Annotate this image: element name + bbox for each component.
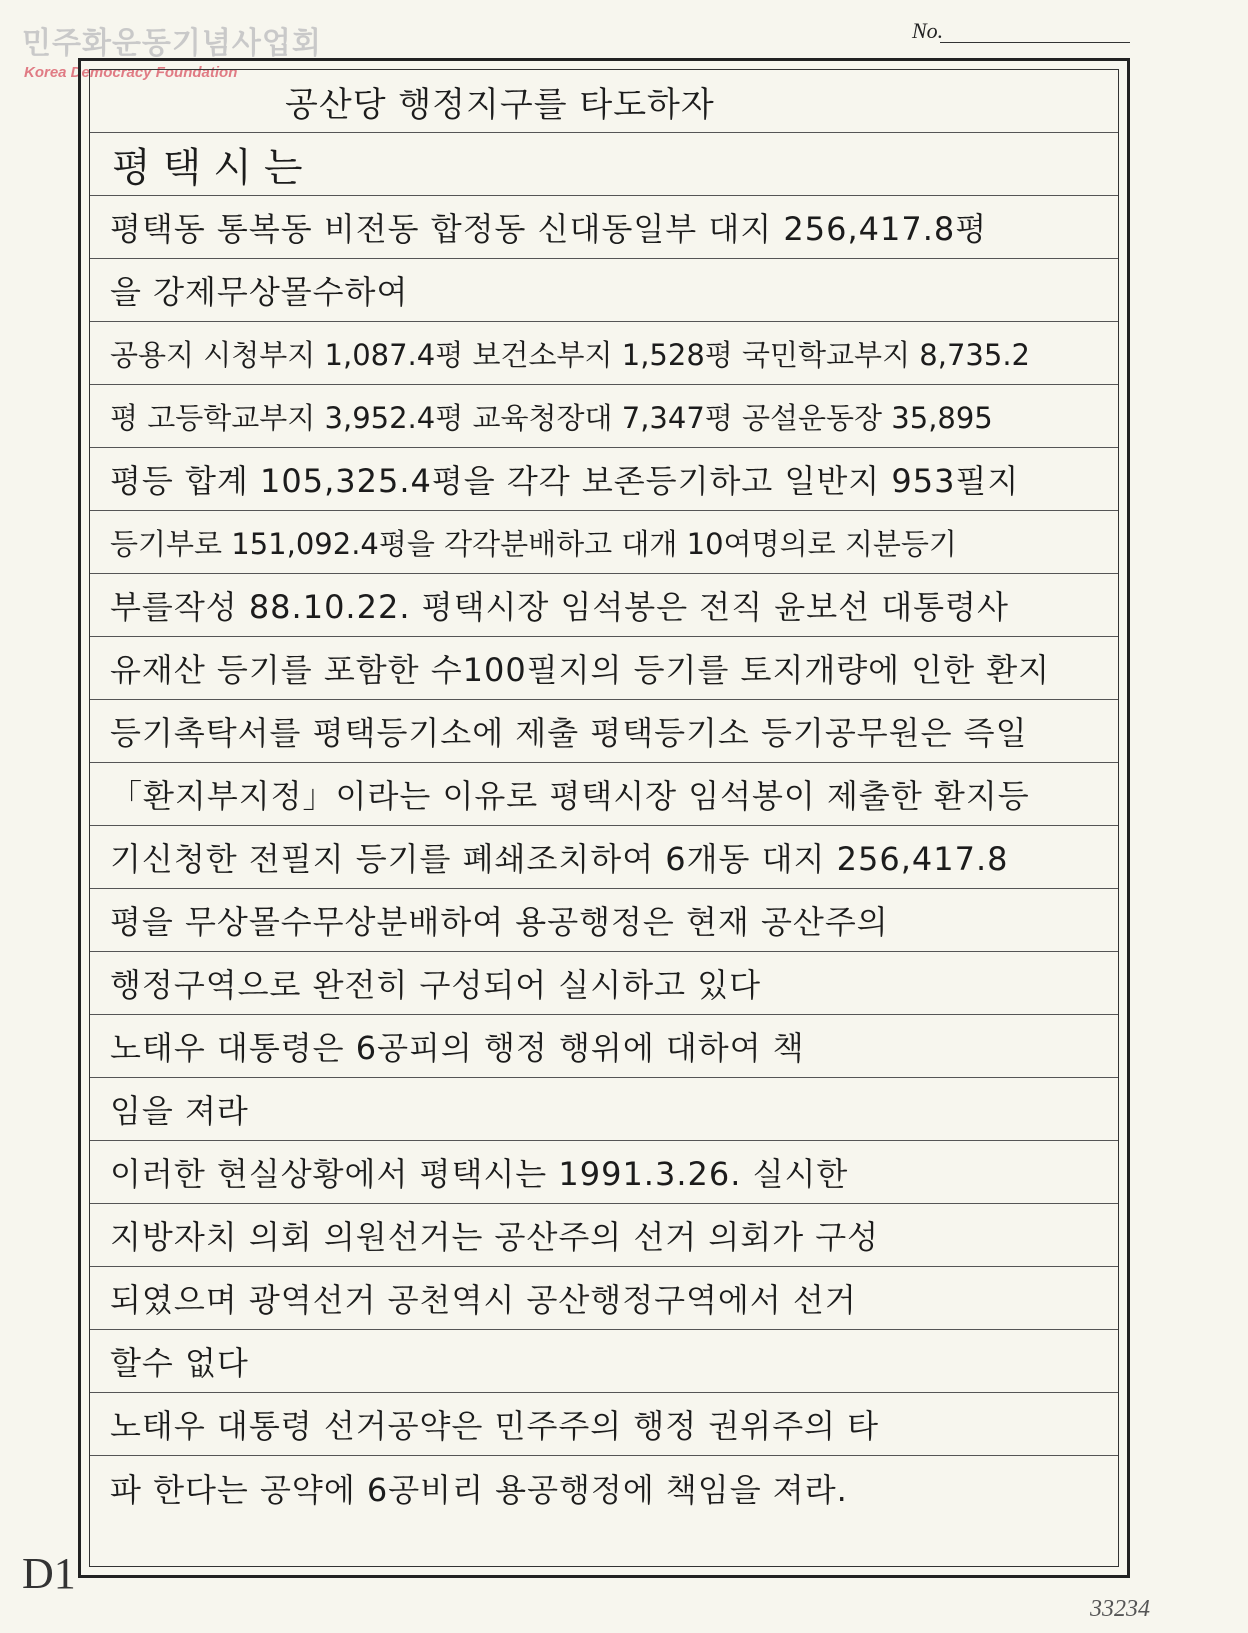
document-number-line (940, 42, 1130, 43)
text-line: 평택동 통복동 비전동 합정동 신대동일부 대지 256,417.8평 (90, 196, 1118, 259)
text-line: 노태우 대통령 선거공약은 민주주의 행정 권위주의 타 (90, 1393, 1118, 1456)
document-number-label: No. (912, 18, 944, 43)
manuscript-sheet (78, 58, 1130, 1578)
watermark-korean: 민주화운동기념사업회 (22, 26, 322, 61)
text-line: 「환지부지정」이라는 이유로 평택시장 임석봉이 제출한 환지등 (90, 763, 1118, 826)
text-line: 평 고등학교부지 3,952.4평 교육청장대 7,347평 공설운동장 35,895 (90, 385, 1118, 448)
text-line: 행정구역으로 완전히 구성되어 실시하고 있다 (90, 952, 1118, 1015)
text-line: 공용지 시청부지 1,087.4평 보건소부지 1,528평 국민학교부지 8,735.2 (90, 322, 1118, 385)
text-line: 파 한다는 공약에 6공비리 용공행정에 책임을 져라. (110, 1470, 848, 1509)
text-line: 지방자치 의회 의원선거는 공산주의 선거 의회가 구성 (90, 1204, 1118, 1267)
text-line: 이러한 현실상황에서 평택시는 1991.3.26. 실시한 (90, 1141, 1118, 1204)
document-title: 공산당 행정지구를 타도하자 (90, 70, 1118, 133)
text-line: 부를작성 88.10.22. 평택시장 임석봉은 전직 윤보선 대통령사 (90, 574, 1118, 637)
text-line: 평등 합계 105,325.4평을 각각 보존등기하고 일반지 953필지 (90, 448, 1118, 511)
text-line: 노태우 대통령은 6공피의 행정 행위에 대하여 책 (90, 1015, 1118, 1078)
archive-number: 33234 (1090, 1596, 1150, 1622)
text-line: 임을 져라 (90, 1078, 1118, 1141)
watermark-english: Korea Democracy Foundation (24, 64, 238, 81)
text-line: 평을 무상몰수무상분배하여 용공행정은 현재 공산주의 (90, 889, 1118, 952)
text-line: 등기촉탁서를 평택등기소에 제출 평택등기소 등기공무원은 즉일 (90, 700, 1118, 763)
text-line: 기신청한 전필지 등기를 폐쇄조치하여 6개동 대지 256,417.8 (90, 826, 1118, 889)
text-line: 등기부로 151,092.4평을 각각분배하고 대개 10여명의로 지분등기 (90, 511, 1118, 574)
page-corner-mark: D1 (22, 1549, 76, 1598)
line-heading: 평택시는 (90, 133, 1118, 196)
text-line: 되였으며 광역선거 공천역시 공산행정구역에서 선거 (90, 1267, 1118, 1330)
text-line: 을 강제무상몰수하여 (90, 259, 1118, 322)
text-line: 할수 없다 (90, 1330, 1118, 1393)
text-line: 유재산 등기를 포함한 수100필지의 등기를 토지개량에 인한 환지 (90, 637, 1118, 700)
manuscript-inner-frame (89, 69, 1119, 1567)
